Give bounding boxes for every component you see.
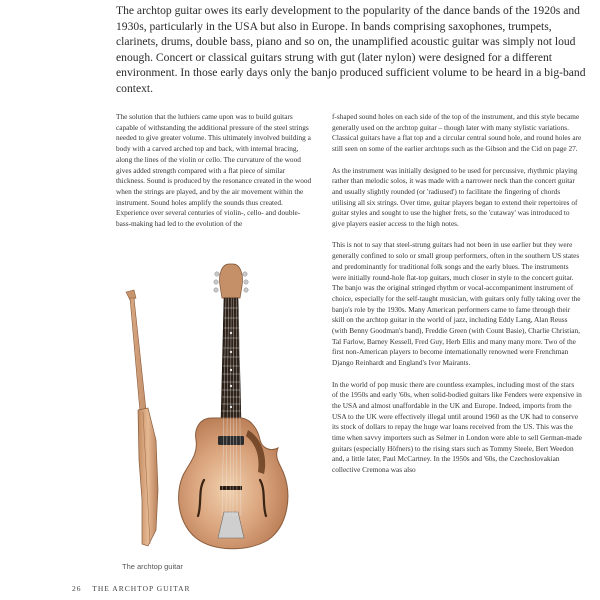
left-column	[116, 112, 314, 240]
right-column	[332, 112, 582, 487]
body-paragraph: The solution that the luthiers came upon was to build guitars capable of withstanding the additional pressure of the steel strings needed to give greater volume. This ultimately involved building a body with a carved arched top and back, with internal bracing, along the lines of the violin or cello. The curvature of the wood gives added strength compared with a flat piece of similar thickness. Sound is produced by the resonance created in the wood when the strings are played, and by the air movement within the instrument. Sound holes amplify the sounds thus created. Experience over several centuries of violin-, cello- and double-bass-making had led to the evolution of the	[116, 112, 312, 229]
guitar-side-view	[126, 290, 158, 546]
archtop-guitar-illustration	[112, 260, 322, 555]
body-paragraph: This is not to say that steel-strung guitars had not been in use earlier but they were generally confined to solo or small group performers, often in the southern US states and predominantly for traditional folk songs and the early blues. The instruments were initially round-hole flat-top guitars, much closer in style to the concert guitar. The banjo was the original stringed rhythm or vocal-accompaniment instrument of choice, especially for the self-taught musician, with guitars only fully taking over the banjo's role by the 1930s. Many American performers came to fame through their skill on the archtop guitar in the world of jazz, including Eddy Lang, Alan Reuss (with Benny Goodman's band), Freddie Green (with Count Basie), Charlie Christian, Tal Farlow, Barney Kessell, Fred Guy, Herb Ellis and many many more. Two of the first non-American players to become internationally renowned were Frenchman Django Reinhardt and England's Ivor Mairants.	[332, 240, 581, 368]
body-paragraph: As the instrument was initially designed to be used for percussive, rhythmic playing rather than melodic solos, it was made with a narrower neck than the concert guitar and usually slightly rounded (or 'radiused') to facilitate the fingering of chords utilising all six strings. Over time, guitar players began to extend their repertoires of guitar styles and sought to use the higher frets, so the 'cutaway' was introduced to give players easier access to the high notes.	[332, 165, 578, 229]
page-footer	[72, 584, 191, 593]
figure-caption: The archtop guitar	[122, 562, 183, 571]
intro-paragraph: The archtop guitar owes its early development to the popularity of the dance bands of the 1920s and 1930s, particularly in the USA but also in Europe. In bands comprising saxophones, trumpets, clarinets, drums, double bass, piano and so on, the unamplified acoustic guitar was simply not loud enough. Concert or classical guitars strung with gut (later nylon) were designed for a different environment. In those early days only the banjo produced sufficient volume to be heard in a big-band context.	[116, 4, 586, 95]
running-title: THE ARCHTOP GUITAR	[92, 584, 191, 593]
body-paragraph: In the world of pop music there are countless examples, including most of the stars of the 1950s and early '60s, when solid-bodied guitars like Fenders were expensive in the USA and almost unaffordable in the UK and Europe. Indeed, imports from the USA to the UK were effectively illegal until around 1960 as the UK had to conserve its stock of dollars to repay the huge war loans received from the US. This was the time when savvy importers such as Selmer in London were able to sell German-made guitars (especially Höfners) to the rising stars such as Tommy Steele, Bert Weedon and, a little later, Paul McCartney. In the 1950s and '60s, the Czechoslovakian collective Cremona was also	[332, 379, 582, 475]
body-paragraph: f-shaped sound holes on each side of the top of the instrument, and this style became generally used on the archtop guitar – though later with many stylistic variations. Classical guitars have a flat top and a circular central sound hole, and round holes are still seen on some of the earlier archtops such as the Gibson and the Cid on page 27.	[332, 112, 582, 154]
guitar-front-view	[179, 264, 288, 549]
page-number: 26	[72, 584, 82, 593]
